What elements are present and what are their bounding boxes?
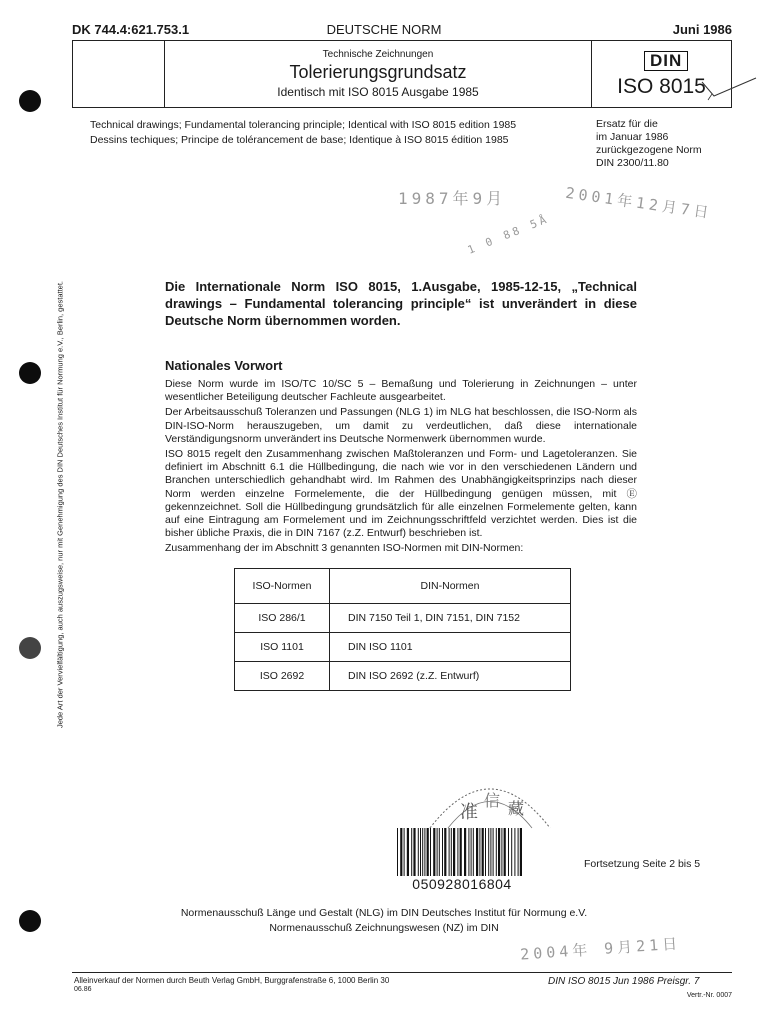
- french-title: Dessins techiques; Principe de tolérancement de base; Identique à ISO 8015 édition 1985: [90, 134, 509, 146]
- replaces-line-1: Ersatz für die: [596, 118, 658, 130]
- table-row: [235, 662, 571, 691]
- table-row: [235, 633, 571, 662]
- committee-line-2: Normenausschuß Zeichnungswesen (NZ) im DIN: [269, 922, 499, 934]
- foreword-paragraph-1: Diese Norm wurde im ISO/TC 10/SC 5 – Bemaßung und Tolerierung in Zeichnungen – unter wesentlicher Beteiligung deutscher Fachleute ausgearbeitet.: [165, 378, 637, 404]
- barcode-number: 050928016804: [412, 876, 512, 892]
- sales-note: Alleinverkauf der Normen durch Beuth Verlag GmbH, Burggrafenstraße 6, 1000 Berlin 30: [74, 976, 390, 985]
- distribution-number: Vertr.-Nr. 0007: [686, 992, 732, 999]
- document-subject: Technische Zeichnungen: [322, 49, 434, 60]
- table-header-row: [235, 569, 571, 604]
- print-date: 06.86: [74, 986, 92, 993]
- document-title: Tolerierungsgrundsatz: [289, 62, 467, 82]
- svg-text:信: 信: [484, 791, 501, 810]
- copyright-side-text: Jede Art der Vervielfältigung, auch auszugsweise, nur mit Genehmigung des DIN Deutsches Institut für Normung e.V., Berlin, gestattet.: [55, 280, 65, 729]
- classification-number: DK 744.4:621.753.1: [72, 22, 190, 37]
- date-stamp-4: 2004年 9月21日: [519, 934, 682, 964]
- standard-number: ISO 8015: [617, 75, 706, 98]
- replaces-note: [596, 118, 702, 170]
- norm-label: DEUTSCHE NORM: [326, 22, 442, 37]
- svg-text:准: 准: [460, 802, 478, 823]
- punch-hole-1: [19, 90, 41, 112]
- committee-line-1: Normenausschuß Länge und Gestalt (NLG) im DIN Deutsches Institut für Normung e.V.: [180, 907, 588, 919]
- title-block-left-cell: [73, 41, 165, 107]
- title-block: [72, 40, 732, 108]
- punch-hole-2: [19, 362, 41, 384]
- replaces-line-3: zurückgezogene Norm: [596, 144, 702, 156]
- iso-cell: ISO 2692: [235, 662, 330, 691]
- replaces-line-2: im Januar 1986: [596, 131, 669, 143]
- footer-divider: [72, 972, 732, 973]
- barcode-icon: [395, 828, 525, 876]
- english-title: Technical drawings; Fundamental tolerancing principle; Identical with ISO 8015 edition 1985: [90, 119, 517, 131]
- continuation-note: Fortsetzung Seite 2 bis 5: [584, 858, 701, 870]
- replaces-line-4: DIN 2300/11.80: [596, 157, 669, 169]
- foreword-heading: Nationales Vorwort: [165, 358, 283, 373]
- foreword-body: [165, 378, 637, 558]
- library-seal-icon: [420, 770, 560, 832]
- norm-correspondence-table: [234, 568, 571, 691]
- foreword-paragraph-2: Der Arbeitsausschuß Toleranzen und Passungen (NLG 1) im NLG hat beschlossen, die ISO-Norm als DIN-ISO-Norm herauszugeben, um damit zu verdeutlichen, daß diese internationale Verständigungsnorm unverändert ins Deutsche Normenwerk übernommen wurde.: [165, 406, 637, 445]
- table-row: [235, 604, 571, 633]
- column-header-din: DIN-Normen: [330, 569, 571, 604]
- din-cell: DIN ISO 1101: [330, 633, 571, 662]
- date-stamp-1: 1987年9月: [398, 189, 507, 208]
- date-stamp-2: 2001年12月7日: [564, 183, 714, 223]
- title-block-center: [165, 41, 591, 107]
- issue-date: Juni 1986: [672, 22, 732, 37]
- identical-note: Identisch mit ISO 8015 Ausgabe 1985: [277, 85, 479, 99]
- din-logo: DIN: [644, 51, 688, 71]
- foreword-paragraph-3: ISO 8015 regelt den Zusammenhang zwischen Maßtoleranzen und Form- und Lagetoleranzen. Sie definiert im Abschnitt 6.1 die Hüllbedingung, die nach wie vor in den verschiedenen Ländern und Branchen unterschiedlich gehandhabt wird. Im Rahmen des Unabhängigkeitsprinzips nach dieser Norm werden einzelne Formelemente, die der Hüllbedingung genügen müssen, mit Ⓔ gekennzeichnet. Soll die Hüllbedingung grundsätzlich für alle einzelnen Formelemente gelten, kann auf eine Eintragung am Formelement und im Zeichnungsschriftfeld verzichtet werden. Dies ist die bisher übliche Praxis, die in DIN 7167 (z.Z. Entwurf) beschrieben ist.: [165, 448, 637, 540]
- footer-reference: DIN ISO 8015 Jun 1986 Preisgr. 7: [548, 976, 700, 987]
- punch-hole-3: [19, 637, 41, 659]
- pen-mark-icon: [700, 76, 760, 112]
- iso-cell: ISO 286/1: [235, 604, 330, 633]
- din-cell: DIN ISO 2692 (z.Z. Entwurf): [330, 662, 571, 691]
- din-cell: DIN 7150 Teil 1, DIN 7151, DIN 7152: [330, 604, 571, 633]
- date-stamp-3: 1 0 88 5Å: [465, 212, 551, 257]
- svg-text:藏: 藏: [508, 799, 525, 818]
- iso-cell: ISO 1101: [235, 633, 330, 662]
- adoption-statement: Die Internationale Norm ISO 8015, 1.Ausgabe, 1985-12-15, „Technical drawings – Fundamental tolerancing principle“ ist unverändert in diese Deutsche Norm übernommen worden.: [165, 279, 637, 328]
- column-header-iso: ISO-Normen: [235, 569, 330, 604]
- foreword-paragraph-4: Zusammenhang der im Abschnitt 3 genannten ISO-Normen mit DIN-Normen:: [165, 542, 524, 555]
- title-translations: [90, 118, 516, 148]
